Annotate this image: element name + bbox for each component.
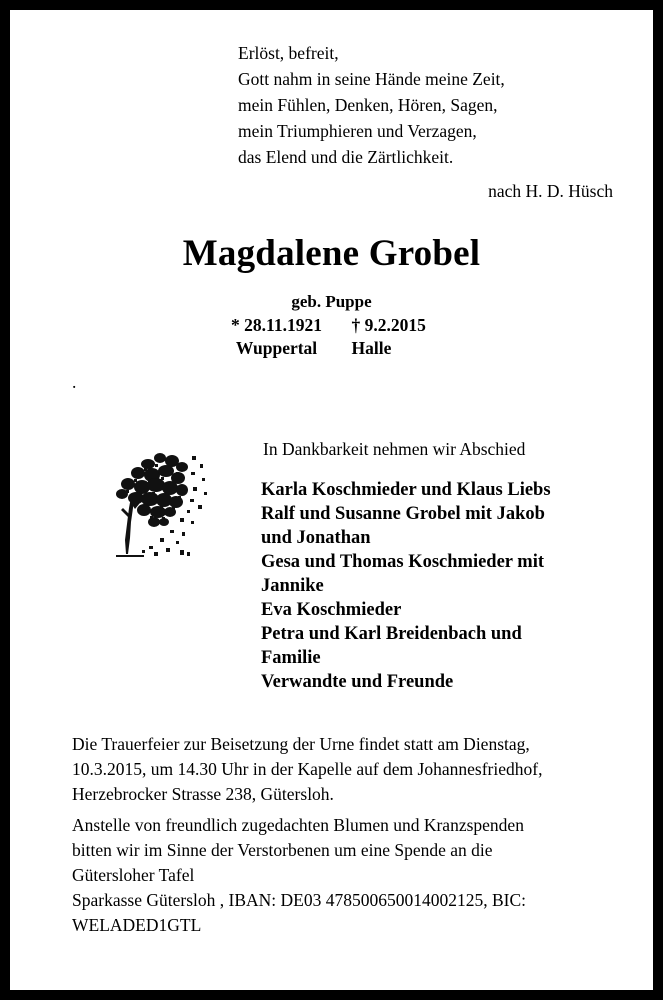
funeral-line: 10.3.2015, um 14.30 Uhr in der Kapelle auf dem Johannesfriedhof,: [72, 759, 543, 779]
poem-line: mein Fühlen, Denken, Hören, Sagen,: [238, 95, 498, 115]
birth-place: Wuppertal: [235, 338, 318, 358]
death-symbol: †: [351, 315, 361, 335]
dates-row: [10, 314, 653, 337]
survivor-line: Familie: [261, 648, 321, 668]
survivor-line: Gesa und Thomas Koschmieder mit: [261, 552, 545, 572]
survivor-line: Ralf und Susanne Grobel mit Jakob: [261, 504, 545, 524]
funeral-line: Die Trauerfeier zur Beisetzung der Urne findet statt am Dienstag,: [72, 734, 530, 754]
donation-line: bitten wir im Sinne der Verstorbenen um eine Spende an die: [72, 840, 493, 860]
poem-attribution: nach H. D. Hüsch: [488, 181, 613, 201]
survivor-line: Petra und Karl Breidenbach und: [261, 624, 522, 644]
birth-symbol: *: [231, 315, 240, 335]
donation-line: Anstelle von freundlich zugedachten Blumen und Kranzspenden: [72, 815, 524, 835]
funeral-details: [72, 732, 607, 807]
survivor-line: Jannike: [261, 576, 324, 596]
bank-line: Sparkasse Gütersloh , IBAN: DE03 478500650014002125, BIC:: [72, 890, 527, 910]
places-row: [10, 337, 653, 360]
survivor-line: und Jonathan: [261, 528, 371, 548]
notice-inner: [10, 10, 653, 990]
memorial-poem: [238, 40, 638, 170]
death-date-value: 9.2.2015: [364, 315, 426, 335]
funeral-line: Herzebrocker Strasse 238, Gütersloh.: [72, 784, 334, 804]
mourning-heading: In Dankbarkeit nehmen wir Abschied: [263, 439, 526, 459]
survivor-line: Verwandte und Freunde: [261, 672, 454, 692]
birth-date-value: 28.11.1921: [244, 315, 322, 335]
poem-line: das Elend und die Zärtlichkeit.: [238, 147, 454, 167]
bank-line: WELADED1GTL: [72, 915, 202, 935]
poem-line: Erlöst, befreit,: [238, 43, 339, 63]
life-dates: [10, 314, 653, 360]
poem-line: mein Triumphieren und Verzagen,: [238, 121, 477, 141]
poem-line: Gott nahm in seine Hände meine Zeit,: [238, 69, 505, 89]
survivors-list: [261, 478, 611, 694]
deceased-name: Magdalene Grobel: [182, 233, 481, 274]
death-date: [352, 314, 462, 337]
death-place: Halle: [351, 338, 392, 358]
survivor-line: Karla Koschmieder und Klaus Liebs: [261, 480, 551, 500]
survivor-line: Eva Koschmieder: [261, 600, 402, 620]
bank-details: [72, 888, 607, 938]
birth-date: [202, 314, 352, 337]
stray-period-mark: .: [72, 372, 77, 392]
donation-request: [72, 813, 607, 888]
tree-with-falling-leaves-icon: [92, 442, 237, 567]
deceased-maiden-name: geb. Puppe: [291, 292, 372, 311]
donation-line: Gütersloher Tafel: [72, 865, 195, 885]
